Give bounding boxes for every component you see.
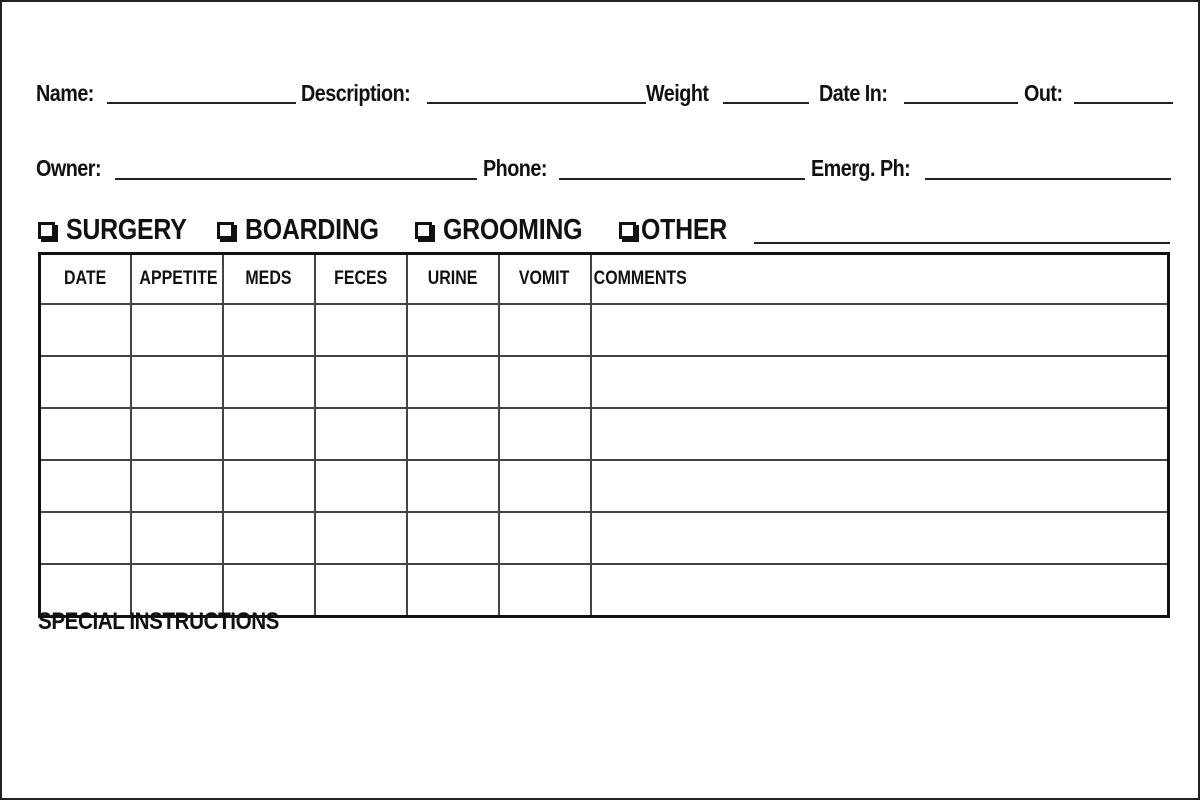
table-cell[interactable] <box>407 460 499 512</box>
name-field[interactable] <box>107 102 296 104</box>
table-row <box>40 408 1169 460</box>
other-option[interactable] <box>619 216 741 245</box>
column-header-date: DATE <box>40 254 131 305</box>
table-cell[interactable] <box>499 512 591 564</box>
table-cell[interactable] <box>40 408 131 460</box>
date-out-field[interactable] <box>1074 102 1173 104</box>
table-cell[interactable] <box>591 564 1169 617</box>
table-cell[interactable] <box>591 460 1169 512</box>
table-cell[interactable] <box>223 512 315 564</box>
table-cell[interactable] <box>499 356 591 408</box>
table-cell[interactable] <box>591 304 1169 356</box>
table-cell[interactable] <box>131 460 223 512</box>
emergency-phone-field[interactable] <box>925 178 1171 180</box>
table-cell[interactable] <box>131 356 223 408</box>
boarding-option[interactable] <box>217 216 401 245</box>
phone-field[interactable] <box>559 178 805 180</box>
special-instructions-label: SPECIAL INSTRUCTIONS <box>38 608 280 635</box>
table-cell[interactable] <box>131 408 223 460</box>
column-header-comments: COMMENTS <box>591 254 1169 305</box>
surgery-label: SURGERY <box>66 214 187 246</box>
owner-field[interactable] <box>115 178 477 180</box>
surgery-option[interactable] <box>38 216 206 245</box>
phone-label: Phone: <box>483 155 547 181</box>
date-in-field[interactable] <box>904 102 1018 104</box>
grooming-option[interactable] <box>415 216 605 245</box>
table-cell[interactable] <box>223 408 315 460</box>
other-checkbox-icon[interactable] <box>619 222 636 239</box>
table-cell[interactable] <box>40 356 131 408</box>
column-header-feces: FECES <box>315 254 407 305</box>
column-header-vomit: VOMIT <box>499 254 591 305</box>
table-cell[interactable] <box>407 512 499 564</box>
weight-label: Weight <box>646 80 709 106</box>
table-cell[interactable] <box>591 512 1169 564</box>
boarding-checkbox-icon[interactable] <box>217 222 234 239</box>
special-instructions-area[interactable] <box>38 642 1170 787</box>
table-cell[interactable] <box>131 304 223 356</box>
date-in-label: Date In: <box>819 80 888 106</box>
table-cell[interactable] <box>499 304 591 356</box>
table-cell[interactable] <box>591 356 1169 408</box>
table-cell[interactable] <box>40 304 131 356</box>
name-label: Name: <box>36 80 94 106</box>
table-cell[interactable] <box>315 460 407 512</box>
table-header-row <box>40 254 1169 305</box>
table-cell[interactable] <box>223 460 315 512</box>
table-cell[interactable] <box>499 564 591 617</box>
table-cell[interactable] <box>315 356 407 408</box>
column-header-appetite: APPETITE <box>131 254 223 305</box>
date-out-label: Out: <box>1024 80 1063 106</box>
table-cell[interactable] <box>315 564 407 617</box>
table-row <box>40 304 1169 356</box>
table-row <box>40 460 1169 512</box>
table-cell[interactable] <box>407 564 499 617</box>
table-row <box>40 356 1169 408</box>
table-cell[interactable] <box>40 512 131 564</box>
table-row <box>40 512 1169 564</box>
table-cell[interactable] <box>40 460 131 512</box>
table-cell[interactable] <box>315 512 407 564</box>
owner-label: Owner: <box>36 155 102 181</box>
weight-field[interactable] <box>723 102 809 104</box>
other-label: OTHER <box>641 214 728 246</box>
table-cell[interactable] <box>407 304 499 356</box>
table-cell[interactable] <box>315 304 407 356</box>
description-label: Description: <box>301 80 411 106</box>
boarding-label: BOARDING <box>245 214 379 246</box>
description-field[interactable] <box>427 102 646 104</box>
grooming-checkbox-icon[interactable] <box>415 222 432 239</box>
table-cell[interactable] <box>131 512 223 564</box>
table-cell[interactable] <box>223 356 315 408</box>
table-cell[interactable] <box>407 408 499 460</box>
table-cell[interactable] <box>223 304 315 356</box>
table-cell[interactable] <box>591 408 1169 460</box>
emergency-phone-label: Emerg. Ph: <box>811 155 911 181</box>
grooming-label: GROOMING <box>443 214 583 246</box>
table-cell[interactable] <box>499 408 591 460</box>
column-header-meds: MEDS <box>223 254 315 305</box>
surgery-checkbox-icon[interactable] <box>38 222 55 239</box>
table-cell[interactable] <box>407 356 499 408</box>
table-cell[interactable] <box>315 408 407 460</box>
daily-log-table <box>38 252 1170 618</box>
other-specify-field[interactable] <box>754 242 1170 244</box>
table-cell[interactable] <box>499 460 591 512</box>
column-header-urine: URINE <box>407 254 499 305</box>
